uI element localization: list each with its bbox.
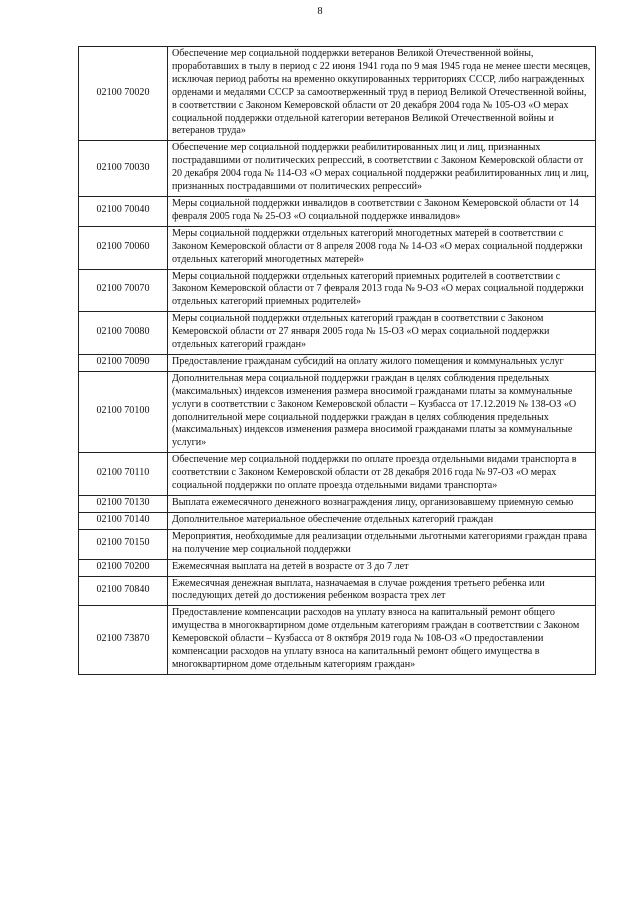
row-code: 02100 70130 [79,496,168,513]
row-description: Выплата ежемесячного денежного вознаграждения лицу, организовавшему приемную семью [168,496,596,513]
page-number: 8 [317,6,323,17]
row-description: Предоставление гражданам субсидий на оплату жилого помещения и коммунальных услуг [168,354,596,371]
row-code: 02100 70080 [79,312,168,355]
table-row [79,226,596,269]
row-description: Дополнительное материальное обеспечение отдельных категорий граждан [168,512,596,529]
table-row [79,529,596,559]
table-row [79,606,596,675]
row-description: Обеспечение мер социальной поддержки ветеранов Великой Отечественной войны, проработавших в тылу в период с 22 июня 1941 года по 9 мая 1945 года не менее шести месяцев, исключая период работы на временно оккупированных территориях СССР, либо награжденных орденами и медалями СССР за самоотверженный труд в период Великой Отечественной войны, в соответствии с Законом Кемеровской области от 20 декабря 2004 года № 105-ОЗ «О мерах социальной поддержки отдельной категории ветеранов Великой Отечественной войны и ветеранов труда» [168,47,596,141]
table-row [79,47,596,141]
table-row [79,453,596,496]
row-code: 02100 70110 [79,453,168,496]
row-code: 02100 70200 [79,559,168,576]
budget-codes-table [78,46,596,675]
row-code: 02100 70040 [79,196,168,226]
row-description: Меры социальной поддержки отдельных категорий приемных родителей в соответствии с Законом Кемеровской области от 7 февраля 2013 года № 9-ОЗ «О мерах социальной поддержки отдельных категорий приемных родителей» [168,269,596,312]
row-description: Меры социальной поддержки отдельных категорий многодетных матерей в соответствии с Законом Кемеровской области от 8 апреля 2008 года № 14-ОЗ «О мерах социальной поддержки отдельных категорий многодетных матерей» [168,226,596,269]
row-description: Предоставление компенсации расходов на уплату взноса на капитальный ремонт общего имущества в многоквартирном доме отдельным категориям граждан в соответствии с Законом Кемеровской области – Кузбасса от 8 октября 2019 года № 108-ОЗ «О предоставлении компенсации расходов на уплату взноса на капитальный ремонт общего имущества в многоквартирном доме отдельным категориям граждан» [168,606,596,675]
row-code: 02100 70060 [79,226,168,269]
row-code: 02100 70030 [79,141,168,197]
table-row [79,269,596,312]
table-row [79,354,596,371]
table-row [79,141,596,197]
row-code: 02100 70090 [79,354,168,371]
row-description: Мероприятия, необходимые для реализации отдельными льготными категориями граждан права на получение мер социальной поддержки [168,529,596,559]
row-code: 02100 70020 [79,47,168,141]
row-description: Дополнительная мера социальной поддержки граждан в целях соблюдения предельных (максимальных) индексов изменения размера вносимой гражданами платы за коммунальные услуги в соответствии с Законом Кемеровской области – Кузбасса от 17.12.2019 № 138-ОЗ «О дополнительной мере социальной поддержки граждан в целях соблюдения предельных (максимальных) индексов изменения размера вносимой гражданами платы за коммунальные услуги» [168,371,596,452]
row-description: Ежемесячная денежная выплата, назначаемая в случае рождения третьего ребенка или последующих детей до достижения ребенком возраста трех лет [168,576,596,606]
table-row [79,312,596,355]
row-code: 02100 70100 [79,371,168,452]
table-body [79,47,596,675]
row-description: Обеспечение мер социальной поддержки реабилитированных лиц и лиц, признанных пострадавшими от политических репрессий, в соответствии с Законом Кемеровской области от 20 декабря 2004 года № 114-ОЗ «О мерах социальной поддержки реабилитированных лиц и лиц, признанных пострадавшими от политических репрессий» [168,141,596,197]
row-code: 02100 70840 [79,576,168,606]
row-code: 02100 73870 [79,606,168,675]
table-row [79,512,596,529]
row-description: Меры социальной поддержки инвалидов в соответствии с Законом Кемеровской области от 14 февраля 2005 года № 25-ОЗ «О социальной поддержке инвалидов» [168,196,596,226]
table-row [79,496,596,513]
row-code: 02100 70070 [79,269,168,312]
row-description: Обеспечение мер социальной поддержки по оплате проезда отдельными видами транспорта в соответствии с Законом Кемеровской области от 28 декабря 2016 года № 97-ОЗ «О мерах социальной поддержки по оплате проезда отдельными видами транспорта» [168,453,596,496]
table-row [79,371,596,452]
row-code: 02100 70150 [79,529,168,559]
table-row [79,559,596,576]
table-row [79,576,596,606]
table-row [79,196,596,226]
row-description: Ежемесячная выплата на детей в возрасте от 3 до 7 лет [168,559,596,576]
row-code: 02100 70140 [79,512,168,529]
row-description: Меры социальной поддержки отдельных категорий граждан в соответствии с Законом Кемеровской области от 27 января 2005 года № 15-ОЗ «О мерах социальной поддержки отдельных категорий граждан» [168,312,596,355]
